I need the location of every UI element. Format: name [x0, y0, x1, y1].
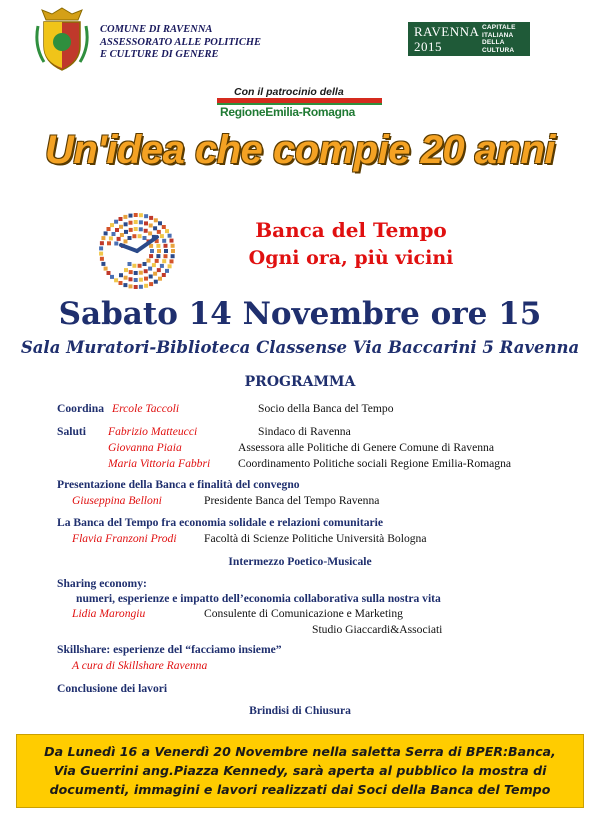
mosaic-tile [165, 229, 169, 233]
event-date: Sabato 14 Novembre ore 15 [58, 296, 542, 332]
sharing-subtitle: numeri, esperienze e impatto dell’economia collaborativa sulla nostra vita [76, 592, 441, 605]
mosaic-tile [100, 257, 104, 261]
mosaic-tile [170, 259, 174, 263]
mosaic-tile [99, 246, 103, 250]
coordina-label: Coordina [57, 402, 105, 415]
mosaic-tile [139, 271, 143, 275]
mosaic-tile [153, 272, 157, 276]
regione-text: RegioneEmilia-Romagna [220, 105, 356, 119]
sharing-role: Consulente di Comunicazione e Marketing [204, 607, 403, 620]
mosaic-tile [110, 223, 114, 227]
mosaic-tile [149, 216, 153, 220]
mosaic-tile [149, 282, 153, 286]
mosaic-tile [168, 264, 172, 268]
mosaic-tile [143, 236, 147, 240]
mosaic-tile [134, 285, 138, 289]
saluti-name: Fabrizio Matteucci [108, 425, 198, 438]
sharing-title: Sharing economy: [57, 577, 147, 590]
comune-line: E CULTURE DI GENERE [100, 49, 219, 60]
mosaic-tile [171, 249, 175, 253]
mosaic-tile [144, 269, 148, 273]
mosaic-tile [123, 215, 127, 219]
saluti-role: Coordinamento Politiche sociali Regione Emilia-Romagna [238, 457, 512, 470]
mosaic-tile [144, 284, 148, 288]
programma-title: PROGRAMMA [244, 374, 356, 390]
mosaic-tile [160, 264, 164, 268]
mosaic-tile [148, 231, 152, 235]
mosaic-tile [149, 254, 153, 258]
mosaic-tile [144, 277, 148, 281]
mosaic-tile [114, 278, 118, 282]
mosaic-tile [149, 224, 153, 228]
mosaic-tile [132, 264, 136, 268]
skillshare-name: A cura di Skillshare Ravenna [72, 659, 208, 672]
ravenna-tag-line: ITALIANA [482, 31, 514, 39]
mosaic-tile [124, 239, 128, 243]
mosaic-tile [119, 217, 123, 221]
mosaic-tile [152, 263, 156, 267]
mosaic-tile [162, 225, 166, 229]
mosaic-tile [110, 275, 114, 279]
mosaic-tile [164, 249, 168, 253]
mosaic-tile [144, 214, 148, 218]
ravenna-2015-logo [408, 22, 530, 56]
mosaic-tile [99, 252, 103, 256]
bdt-name: Banca del Tempo [255, 218, 447, 242]
mosaic-tile [157, 230, 161, 234]
mosaic-tile [164, 244, 168, 248]
ravenna-year: 2015 [414, 39, 442, 54]
presentazione-role: Presidente Banca del Tempo Ravenna [204, 494, 380, 507]
economia-role: Facoltà di Scienze Politiche Università Bologna [204, 532, 427, 545]
mosaic-tile [119, 273, 123, 277]
mosaic-tile [139, 285, 143, 289]
mosaic-tile [124, 276, 128, 280]
saluti-role: Assessora alle Politiche di Genere Comune di Ravenna [238, 441, 494, 454]
mosaic-tile [164, 254, 168, 258]
mosaic-tile [107, 271, 111, 275]
mosaic-tile [132, 234, 136, 238]
mosaic-tile [129, 228, 133, 232]
mosaic-tile [148, 267, 152, 271]
mosaic-tile [138, 264, 142, 268]
mosaic-tile [139, 220, 143, 224]
bdt-motto: Ogni ora, più vicini [248, 247, 454, 269]
mosaic-tile [158, 277, 162, 281]
coordina-role: Socio della Banca del Tempo [258, 402, 394, 415]
mosaic-tile [134, 278, 138, 282]
mosaic-tile [112, 232, 116, 236]
brindisi: Brindisi di Chiusura [249, 704, 351, 717]
mosaic-tile [156, 254, 160, 258]
mosaic-tile [139, 213, 143, 217]
mosaic-tile [134, 227, 138, 231]
economia-title: La Banca del Tempo fra economia solidale e relazioni comunitarie [57, 516, 383, 529]
mosaic-tile [157, 268, 161, 272]
mosaic-tile [123, 283, 127, 287]
mosaic-tile [134, 213, 138, 217]
presentazione-name: Giuseppina Belloni [72, 494, 162, 507]
mosaic-tile [128, 236, 132, 240]
coordina-name: Ercole Taccoli [112, 402, 180, 415]
mosaic-tile [129, 221, 133, 225]
mosaic-tile [124, 230, 128, 234]
mosaic-tile [162, 239, 166, 243]
mosaic-tile [114, 220, 118, 224]
mosaic-tile [147, 259, 151, 263]
mosaic-tile [150, 249, 154, 253]
sharing-role2: Studio Giaccardi&Associati [312, 623, 443, 636]
mosaic-tile [162, 259, 166, 263]
mosaic-tile [155, 259, 159, 263]
mosaic-tile [139, 227, 143, 231]
mosaic-tile [138, 234, 142, 238]
ravenna-tagline [482, 24, 526, 54]
patrocinio-text: Con il patrocinio della [234, 86, 344, 98]
mosaic-tile [129, 270, 133, 274]
event-venue: Sala Muratori-Biblioteca Classense Via Baccarini 5 Ravenna [20, 338, 580, 357]
banner-line: Da Lunedì 16 a Venerdì 20 Novembre nella saletta Serra di BPER:Banca, [44, 744, 556, 759]
mosaic-tile [171, 254, 175, 258]
mosaic-tile [171, 244, 175, 248]
mosaic-tile [117, 237, 121, 241]
mosaic-tile [144, 221, 148, 225]
ravenna-city: RAVENNA [414, 24, 480, 39]
mosaic-tile [119, 225, 123, 229]
mosaic-tile [119, 281, 123, 285]
ravenna-tag-line: DELLA [482, 39, 505, 47]
comune-text [100, 24, 261, 62]
mosaic-tile [149, 275, 153, 279]
mosaic-tile [143, 262, 147, 266]
mosaic-tile [154, 218, 158, 222]
presentazione-title: Presentazione della Banca e finalità del convegno [57, 478, 300, 491]
conclusione: Conclusione dei lavori [57, 682, 168, 695]
mosaic-tile [170, 239, 174, 243]
saluti-role: Sindaco di Ravenna [258, 425, 351, 438]
comune-line: ASSESSORATO ALLE POLITICHE [100, 36, 262, 48]
comune-crest-logo [34, 6, 90, 72]
mosaic-tile [154, 280, 158, 284]
mosaic-tile [107, 227, 111, 231]
mosaic-tile [115, 228, 119, 232]
mosaic-tile [129, 214, 133, 218]
ravenna-tag-line: CAPITALE [482, 24, 516, 31]
mosaic-tile [120, 233, 124, 237]
mosaic-tile [101, 236, 105, 240]
comune-line: COMUNE DI RAVENNA [100, 24, 213, 35]
mosaic-tile [134, 220, 138, 224]
mosaic-tile [129, 277, 133, 281]
mosaic-tile [157, 249, 161, 253]
mosaic-tile [162, 273, 166, 277]
skillshare-title: Skillshare: esperienze del “facciamo insieme” [57, 643, 282, 656]
mosaic-tile [158, 221, 162, 225]
mosaic-tile [156, 244, 160, 248]
banner-line: Via Guerrini ang.Piazza Kennedy, sarà aperta al pubblico la mostra di [53, 763, 547, 778]
banner-line: documenti, immagini e lavori realizzati dai Soci della Banca del Tempo [49, 782, 551, 797]
mosaic-tile [160, 234, 164, 238]
clock-hand [121, 245, 137, 251]
mosaic-tile [144, 229, 148, 233]
mosaic-tile [168, 234, 172, 238]
clock-hand [137, 237, 157, 251]
mosaic-tile [101, 262, 105, 266]
saluti-name: Giovanna Piaia [108, 441, 182, 454]
mosaic-tile [104, 231, 108, 235]
mosaic-tile [153, 226, 157, 230]
sharing-name: Lidia Marongiu [72, 607, 146, 620]
headline: Un'idea che compie 20 anni [44, 128, 555, 172]
mosaic-tile [128, 262, 132, 266]
mosaic-tile [124, 268, 128, 272]
mostra-banner [16, 734, 584, 808]
mosaic-tile [107, 241, 111, 245]
mosaic-tile [109, 236, 113, 240]
saluti-name: Maria Vittoria Fabbri [108, 457, 211, 470]
mosaic-tile [134, 271, 138, 275]
ravenna-tag-line: CULTURA [482, 46, 515, 54]
mosaic-tile [129, 284, 133, 288]
regione-logo [217, 98, 382, 120]
mosaic-tile [139, 278, 143, 282]
mosaic-tile [100, 241, 104, 245]
mosaic-tile [104, 267, 108, 271]
mosaic-tile [124, 222, 128, 226]
economia-name: Flavia Franzoni Prodi [72, 532, 177, 545]
banca-del-tempo-logo [92, 210, 182, 292]
saluti-label: Saluti [57, 425, 86, 438]
intermezzo: Intermezzo Poetico-Musicale [228, 555, 372, 568]
mosaic-tile [114, 242, 118, 246]
mosaic-tile [165, 269, 169, 273]
